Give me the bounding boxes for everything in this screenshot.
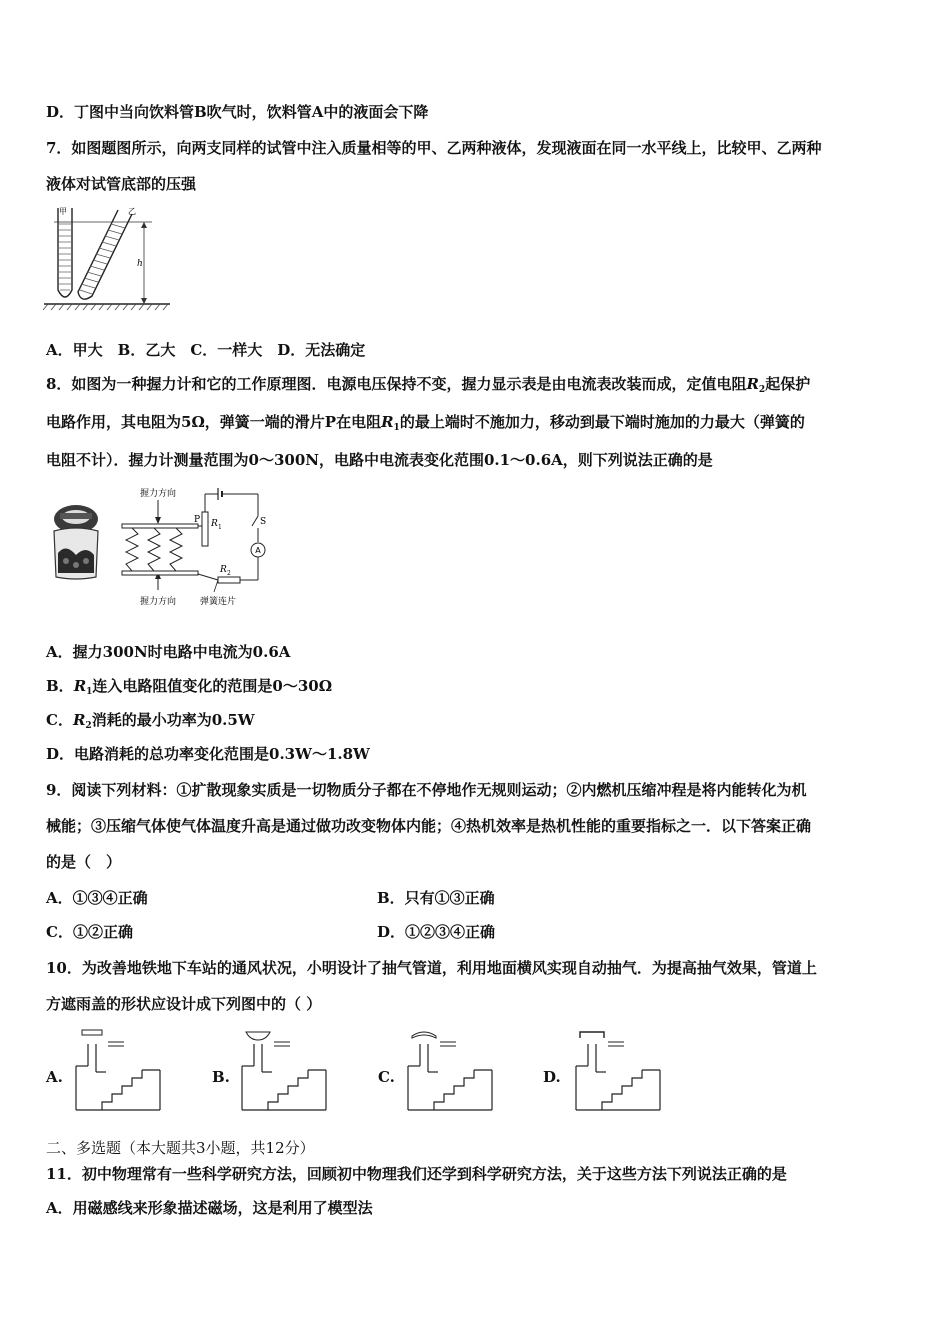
q7-text-line1: 7．如图题图所示，向两支同样的试管中注入质量相等的甲、乙两种液体，发现液面在同一水平线上，比较甲、乙两种	[46, 139, 822, 157]
prev-question-option-d: D．丁图中当向饮料管B吹气时，饮料管A中的液面会下降	[46, 103, 429, 121]
grip-direction-top-label: 握力方向	[140, 489, 177, 499]
q10-option-d-label: D.	[543, 1068, 561, 1086]
slider-p-label: P	[194, 515, 201, 525]
r1-label: R	[211, 519, 218, 529]
ammeter-label: A	[255, 546, 261, 555]
q10-option-b-label: B.	[212, 1068, 230, 1086]
q10-text-line2: 方遮雨盖的形状应设计成下列图中的（ ）	[46, 995, 322, 1013]
q10-option-c-figure	[404, 1028, 496, 1112]
q10-option-a-figure	[72, 1028, 164, 1112]
q8-text-line1: 8．如图为一种握力计和它的工作原理图．电源电压保持不变，握力显示表是由电流表改装而成，定值电阻$R_2$起保护	[46, 375, 811, 395]
q8-option-c: C．$R_2$消耗的最小功率为0.5W	[46, 711, 255, 731]
q8-text-line3: 电阻不计）．握力计测量范围为0～300N，电路中电流表变化范围0.1～0.6A，则下列说法正确的是	[46, 451, 713, 469]
q10-option-a-label: A.	[46, 1068, 63, 1086]
grip-device-photo	[46, 503, 106, 583]
label-yi: 乙	[128, 207, 136, 216]
q9-option-d: D．①②③④正确	[377, 923, 496, 941]
q7-options: A．甲大 B．乙大 C．一样大 D．无法确定	[46, 341, 366, 359]
r2-label: R	[220, 565, 227, 575]
q9-option-c: C．①②正确	[46, 923, 133, 941]
q9-text-line3: 的是（ ）	[46, 853, 122, 871]
q9-option-a: A．①③④正确	[46, 889, 148, 907]
label-jia: 甲	[59, 207, 67, 216]
q9-text-line1: 9．阅读下列材料：①扩散现象实质是一切物质分子都在不停地作无规则运动；②内燃机压缩冲程是将内能转化为机	[46, 781, 807, 799]
section2-heading: 二、多选题（本大题共3小题，共12分）	[46, 1139, 315, 1157]
q8-text-line2: 电路作用，其电阻为5Ω，弹簧一端的滑片P在电阻$R_1$的最上端时不施加力，移动到最下端时施加的力最大（弹簧的	[46, 413, 805, 433]
grip-circuit-diagram	[118, 482, 278, 612]
q7-text-line2: 液体对试管底部的压强	[46, 175, 197, 193]
q10-option-d-figure	[572, 1028, 664, 1112]
q10-text-line1: 10．为改善地铁地下车站的通风状况，小明设计了抽气管道，利用地面横风实现自动抽气．为提高抽气效果，管道上	[46, 959, 817, 977]
q9-option-b: B．只有①③正确	[377, 889, 495, 907]
q10-option-b-figure	[238, 1028, 330, 1112]
q9-text-line2: 械能；③压缩气体使气体温度升高是通过做功改变物体内能；④热机效率是热机性能的重要指标之一．以下答案正确	[46, 817, 812, 835]
switch-s-label: S	[260, 517, 267, 527]
label-h: h	[137, 259, 143, 269]
r1-sub: 1	[218, 524, 222, 531]
tube-jia	[58, 208, 72, 297]
spring-plate-label: 弹簧连片	[200, 597, 237, 607]
grip-direction-bottom-label: 握力方向	[140, 597, 177, 607]
q11-text-line1: 11．初中物理常有一些科学研究方法，回顾初中物理我们还学到科学研究方法，关于这些方法下列说法正确的是	[46, 1165, 787, 1183]
q8-option-b: B．$R_1$连入电路阻值变化的范围是0～30Ω	[46, 677, 333, 697]
q7-test-tube-figure	[40, 200, 180, 316]
q8-option-d: D．电路消耗的总功率变化范围是0.3W～1.8W	[46, 745, 370, 763]
q10-option-c-label: C.	[378, 1068, 395, 1086]
r2-sub: 2	[227, 570, 231, 577]
q11-option-a: A．用磁感线来形象描述磁场，这是利用了模型法	[46, 1199, 373, 1217]
q8-option-a: A．握力300N时电路中电流为0.6A	[46, 643, 291, 661]
